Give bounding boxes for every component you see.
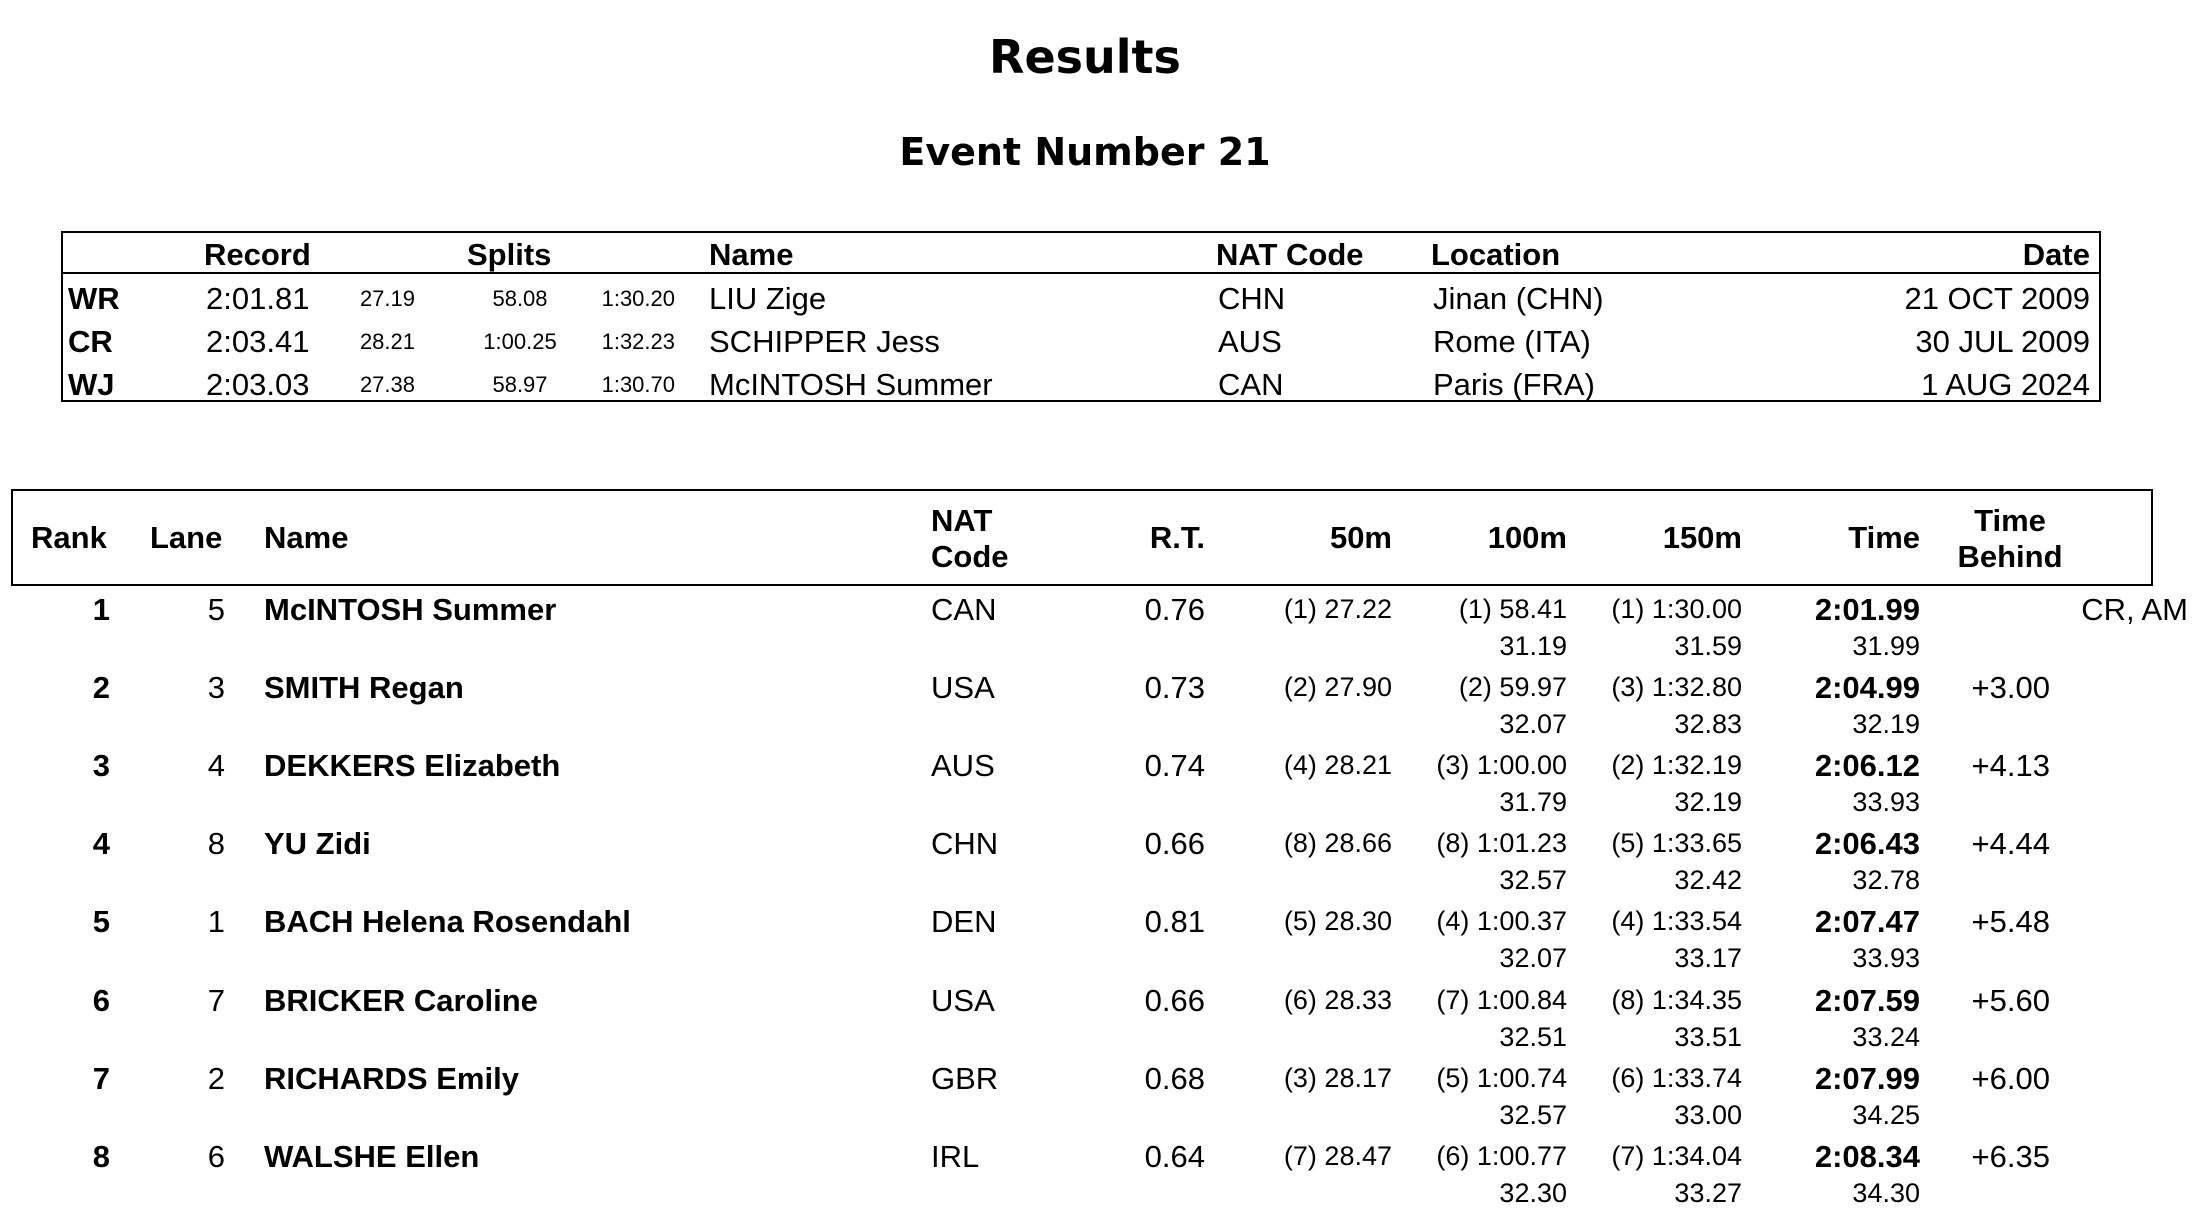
result-rank: 5 (92, 904, 110, 940)
record-time: 2:01.81 (206, 281, 310, 316)
result-split-150m: (2) 1:32.19 (1611, 750, 1742, 781)
result-lap-100m: 32.07 (1499, 709, 1567, 740)
record-split-1: 27.19 (359, 286, 415, 311)
record-nat: CAN (1218, 367, 1284, 402)
result-split-150m: (4) 1:33.54 (1611, 906, 1742, 937)
result-nat: CAN (931, 592, 997, 627)
record-split-3: 1:32.23 (601, 329, 675, 354)
result-time-behind: +4.44 (1971, 826, 2050, 862)
result-lap-final: 31.99 (1852, 631, 1920, 661)
result-split-150m: (8) 1:34.35 (1611, 984, 1742, 1015)
result-time: 2:07.99 (1814, 1060, 1920, 1096)
result-rank: 6 (92, 982, 110, 1018)
result-lap-final: 33.24 (1852, 1021, 1920, 1052)
result-nat: GBR (931, 1060, 999, 1096)
result-lane: 2 (207, 1060, 225, 1096)
result-lap-150m: 32.83 (1674, 709, 1742, 740)
result-split-150m: (5) 1:33.65 (1611, 828, 1742, 859)
result-split-150m: (6) 1:33.74 (1611, 1062, 1742, 1093)
result-split-100m: (8) 1:01.23 (1436, 828, 1567, 859)
result-lane: 5 (207, 592, 225, 627)
record-split-2: 58.08 (492, 286, 548, 311)
record-location: Paris (FRA) (1433, 367, 1595, 402)
result-name: SMITH Regan (264, 670, 464, 706)
result-split-50m: (7) 28.47 (1283, 1140, 1392, 1171)
result-rank: 7 (92, 1060, 110, 1096)
result-lap-100m: 32.57 (1499, 865, 1567, 896)
result-split-50m: (4) 28.21 (1283, 750, 1392, 781)
result-nat: USA (931, 982, 995, 1018)
result-reaction-time: 0.66 (1144, 982, 1205, 1018)
result-time: 2:07.59 (1814, 982, 1920, 1018)
result-lap-100m: 32.30 (1499, 1177, 1567, 1208)
result-name: WALSHE Ellen (264, 1138, 480, 1174)
result-time: 2:01.99 (1814, 592, 1920, 627)
result-time-behind: +5.48 (1971, 904, 2050, 940)
record-nat: AUS (1218, 324, 1282, 359)
header-rt: R.T. (1149, 520, 1205, 555)
result-time: 2:08.34 (1814, 1138, 1920, 1174)
result-nat: IRL (931, 1138, 980, 1174)
record-location: Rome (ITA) (1433, 324, 1591, 359)
record-date: 30 JUL 2009 (1915, 324, 2090, 359)
result-name: YU Zidi (264, 826, 371, 862)
header-100m: 100m (1487, 520, 1567, 555)
result-split-150m: (3) 1:32.80 (1611, 672, 1742, 703)
header-nat-2: Code (931, 539, 1009, 574)
result-lane: 8 (207, 826, 225, 862)
result-rank: 2 (92, 670, 110, 706)
header-behind-1: Time (1974, 503, 2046, 538)
records-header-date: Date (2022, 237, 2090, 272)
result-nat: USA (931, 670, 995, 706)
result-lane: 6 (207, 1138, 225, 1174)
records-header-record: Record (204, 237, 311, 272)
result-split-100m: (1) 58.41 (1458, 594, 1567, 624)
result-reaction-time: 0.81 (1144, 904, 1205, 940)
result-split-50m: (8) 28.66 (1283, 828, 1392, 859)
result-time: 2:04.99 (1814, 670, 1920, 706)
header-time: Time (1848, 520, 1920, 555)
records-header-name: Name (709, 237, 794, 272)
result-record-note: CR, AM (2081, 592, 2188, 627)
result-split-50m: (3) 28.17 (1283, 1062, 1392, 1093)
result-lap-100m: 32.57 (1499, 1099, 1567, 1130)
result-time: 2:07.47 (1814, 904, 1920, 940)
header-behind-2: Behind (1957, 539, 2063, 574)
result-lap-final: 34.25 (1852, 1099, 1920, 1130)
result-rank: 1 (92, 592, 110, 627)
result-reaction-time: 0.74 (1144, 748, 1205, 784)
result-time: 2:06.43 (1814, 826, 1920, 862)
result-time-behind: +6.00 (1971, 1060, 2050, 1096)
event-title: Event Number 21 (899, 130, 1271, 174)
result-nat: AUS (931, 748, 995, 784)
result-name: BACH Helena Rosendahl (264, 904, 631, 940)
result-lap-150m: 33.27 (1674, 1177, 1742, 1208)
result-reaction-time: 0.68 (1144, 1060, 1205, 1096)
result-reaction-time: 0.76 (1144, 592, 1205, 627)
result-split-150m: (7) 1:34.04 (1611, 1140, 1742, 1171)
record-split-3: 1:30.20 (601, 286, 675, 311)
record-split-2: 1:00.25 (483, 329, 557, 354)
result-split-50m: (6) 28.33 (1283, 984, 1392, 1015)
result-lap-150m: 31.59 (1674, 631, 1742, 661)
result-lap-150m: 32.42 (1674, 865, 1742, 896)
record-time: 2:03.41 (206, 324, 310, 359)
result-split-50m: (2) 27.90 (1283, 672, 1392, 703)
record-time: 2:03.03 (206, 367, 310, 402)
result-lane: 7 (207, 982, 225, 1018)
result-lap-final: 34.30 (1852, 1177, 1920, 1208)
result-rank: 8 (92, 1138, 110, 1174)
records-header-location: Location (1431, 237, 1561, 272)
result-split-100m: (6) 1:00.77 (1436, 1140, 1567, 1171)
header-nat-1: NAT (931, 503, 993, 538)
result-lap-final: 32.78 (1852, 865, 1920, 896)
record-nat: CHN (1218, 281, 1286, 316)
result-reaction-time: 0.73 (1144, 670, 1205, 706)
result-lap-100m: 32.07 (1499, 943, 1567, 974)
result-split-100m: (2) 59.97 (1458, 672, 1567, 703)
result-time-behind: +5.60 (1971, 982, 2050, 1018)
result-split-100m: (3) 1:00.00 (1436, 750, 1567, 781)
records-header-divider (61, 272, 2101, 274)
result-split-100m: (4) 1:00.37 (1436, 906, 1567, 937)
result-time: 2:06.12 (1814, 748, 1920, 784)
result-lap-final: 33.93 (1852, 787, 1920, 818)
result-lane: 1 (207, 904, 225, 940)
result-split-100m: (7) 1:00.84 (1436, 984, 1567, 1015)
result-rank: 4 (92, 826, 110, 862)
result-lap-150m: 32.19 (1674, 787, 1742, 818)
result-lap-100m: 32.51 (1499, 1021, 1567, 1052)
record-split-2: 58.97 (492, 372, 548, 397)
header-rank: Rank (31, 520, 107, 555)
result-split-50m: (5) 28.30 (1283, 906, 1392, 937)
header-name: Name (264, 520, 349, 555)
result-lap-150m: 33.51 (1674, 1021, 1742, 1052)
record-type: WR (68, 281, 120, 316)
record-date: 1 AUG 2024 (1921, 367, 2090, 402)
record-split-1: 27.38 (359, 372, 415, 397)
header-150m: 150m (1662, 520, 1742, 555)
record-name: McINTOSH Summer (709, 367, 993, 402)
result-name: DEKKERS Elizabeth (264, 748, 561, 784)
result-lap-150m: 33.17 (1674, 943, 1742, 974)
result-lap-100m: 31.79 (1499, 787, 1567, 818)
result-lane: 4 (207, 748, 225, 784)
result-reaction-time: 0.66 (1144, 826, 1205, 862)
result-reaction-time: 0.64 (1144, 1138, 1205, 1174)
result-lap-100m: 31.19 (1499, 631, 1567, 661)
result-lap-final: 33.93 (1852, 943, 1920, 974)
result-lane: 3 (207, 670, 225, 706)
result-name: RICHARDS Emily (264, 1060, 519, 1096)
record-name: LIU Zige (709, 281, 827, 316)
result-lap-150m: 33.00 (1674, 1099, 1742, 1130)
header-50m: 50m (1329, 520, 1392, 555)
record-split-1: 28.21 (359, 329, 415, 354)
records-header-splits: Splits (467, 237, 552, 272)
page-title: Results (989, 30, 1181, 84)
record-split-3: 1:30.70 (601, 372, 675, 397)
result-time-behind: +3.00 (1971, 670, 2050, 706)
result-split-50m: (1) 27.22 (1283, 594, 1392, 624)
result-time-behind: +6.35 (1971, 1138, 2050, 1174)
result-nat: CHN (931, 826, 999, 862)
record-type: CR (68, 324, 113, 359)
record-location: Jinan (CHN) (1433, 281, 1604, 316)
result-rank: 3 (92, 748, 110, 784)
record-type: WJ (68, 367, 115, 402)
header-lane: Lane (150, 520, 223, 555)
result-lap-final: 32.19 (1852, 709, 1920, 740)
result-nat: DEN (931, 904, 997, 940)
records-header-nat: NAT Code (1216, 237, 1364, 272)
record-name: SCHIPPER Jess (709, 324, 940, 359)
result-name: McINTOSH Summer (264, 592, 557, 627)
result-name: BRICKER Caroline (264, 982, 538, 1018)
record-date: 21 OCT 2009 (1904, 281, 2090, 316)
result-split-100m: (5) 1:00.74 (1436, 1062, 1567, 1093)
result-time-behind: +4.13 (1971, 748, 2050, 784)
result-split-150m: (1) 1:30.00 (1611, 594, 1742, 624)
